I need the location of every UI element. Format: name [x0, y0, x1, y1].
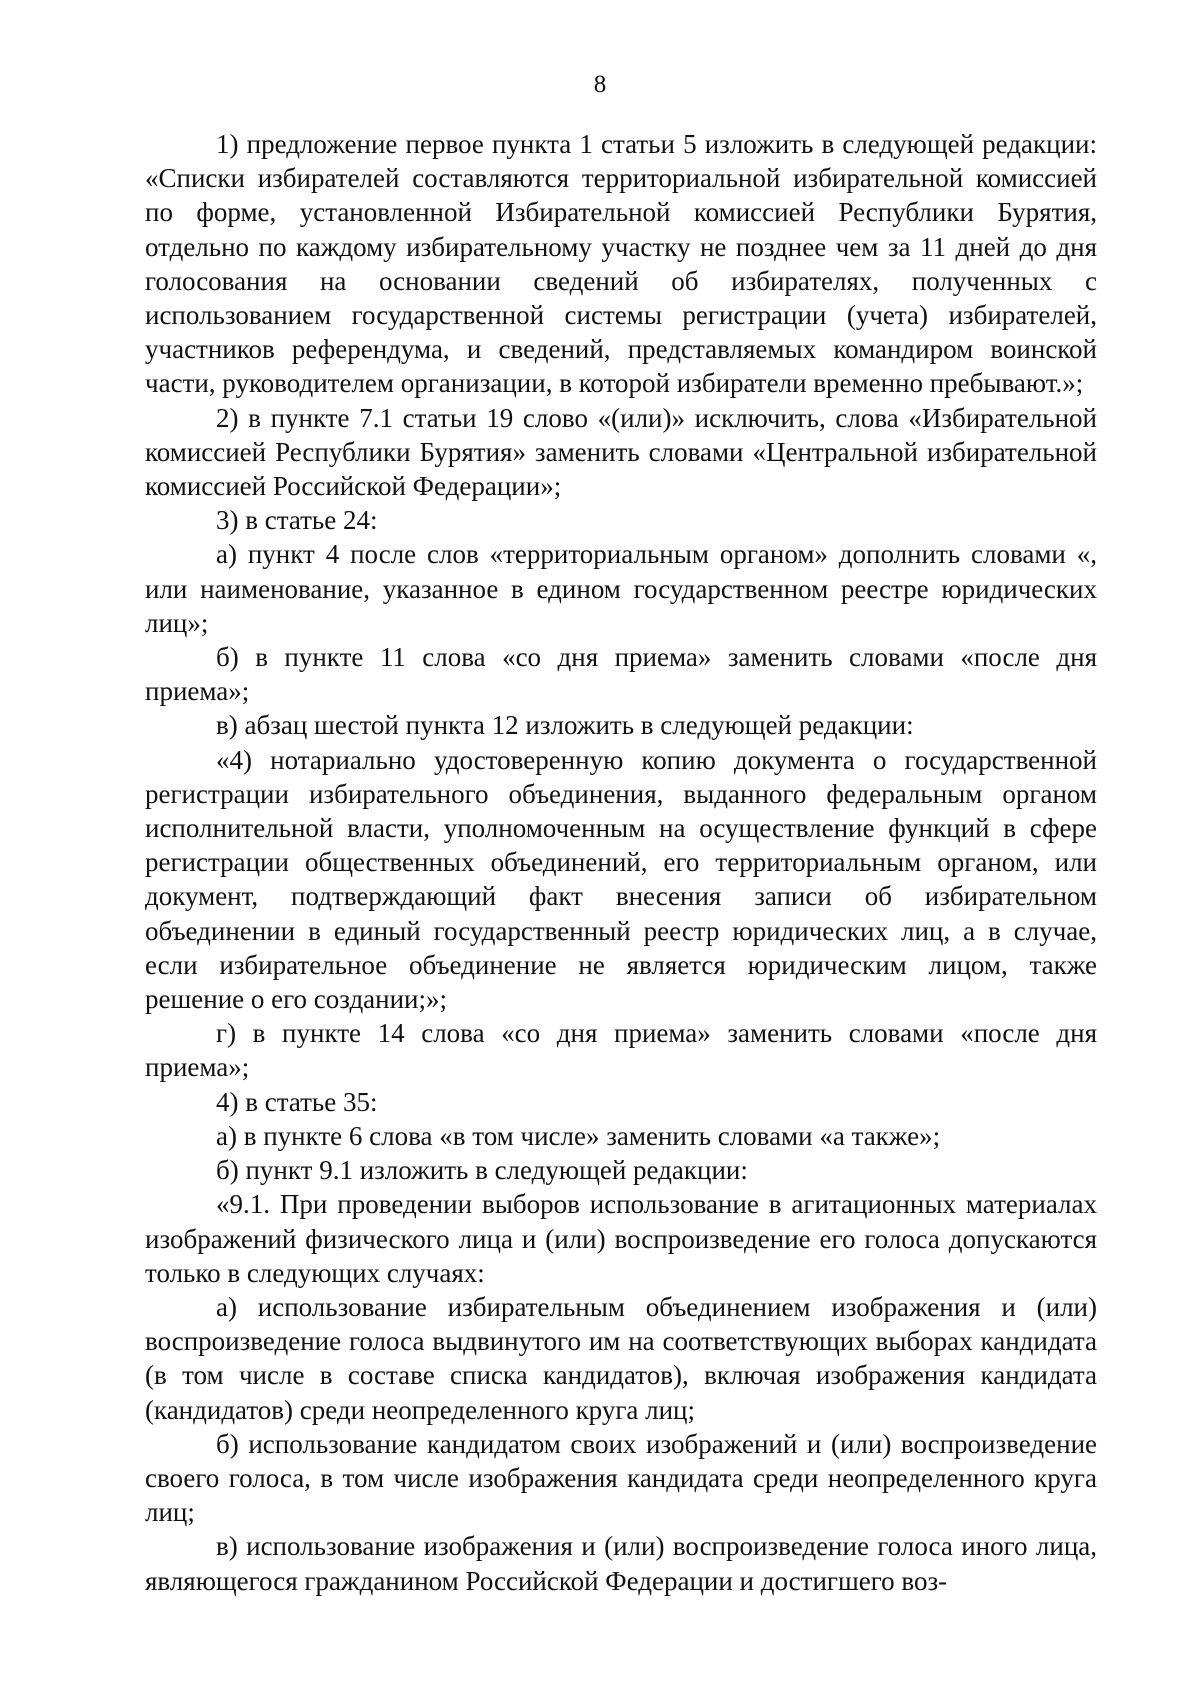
paragraph-3b-clause-11: б) в пункте 11 слова «со дня приема» заменить словами «после дня приема»;	[145, 642, 1097, 707]
paragraph-2-article-19: 2) в пункте 7.1 статьи 19 слово «(или)» исключить, слова «Избирательной комиссией Республики Бурятия» заменить словами «Центральной избирательной комиссией Российской Федерации»;	[145, 402, 1097, 502]
paragraph-3-article-24: 3) в статье 24:	[216, 505, 378, 536]
document-body	[145, 127, 1097, 1598]
paragraph-case-v: в) использование изображения и (или) воспроизведение голоса иного лица, являющегося гражданином Российской Федерации и достигшего воз-	[145, 1531, 1097, 1596]
paragraph-case-a: а) использование избирательным объединением изображения и (или) воспроизведение голоса выдвинутого им на соответствующих выборах кандидата (в том числе в составе списка кандидатов), включая изображения кандидата (кандидатов) среди неопределенного круга лиц;	[145, 1291, 1097, 1425]
page-number: 8	[593, 71, 607, 98]
paragraph-quote-notarized-copy: «4) нотариально удостоверенную копию документа о государственной регистрации избирательного объединения, выданного федеральным органом исполнительной власти, уполномоченным на осуществление функций в сфере регистрации общественных объединений, его территориальным органом, или документ, подтверждающий факт внесения записи об избирательном объединении в единый государственный реестр юридических лиц, а в случае, если избирательное объединение не является юридическим лицом, также решение о его создании;»;	[145, 744, 1097, 1015]
paragraph-4a-clause-6: а) в пункте 6 слова «в том числе» заменить словами «а также»;	[216, 1120, 941, 1151]
paragraph-4b-clause-9-1: б) пункт 9.1 изложить в следующей редакции:	[216, 1155, 748, 1186]
paragraph-quote-9-1: «9.1. При проведении выборов использование в агитационных материалах изображений физического лица и (или) воспроизведение его голоса допускаются только в следующих случаях:	[145, 1189, 1097, 1288]
paragraph-3a-clause-4: а) пункт 4 после слов «территориальным органом» дополнить словами «, или наименование, указанное в едином государственном реестре юридических лиц»;	[145, 539, 1097, 638]
paragraph-3g-clause-14: г) в пункте 14 слова «со дня приема» заменить словами «после дня приема»;	[145, 1018, 1097, 1083]
paragraph-case-b: б) использование кандидатом своих изображений и (или) воспроизведение своего голоса, в том числе изображения кандидата среди неопределенного круга лиц;	[145, 1428, 1097, 1528]
paragraph-1-electoral-lists: 1) предложение первое пункта 1 статьи 5 изложить в следующей редакции: «Списки избирателей составляются территориальной избирательной комиссией по форме, установленной Избирательной комиссией Республики Бурятия, отдельно по каждому избирательному участку не позднее чем за 11 дней до дня голосования на основании сведений об избирателях, полученных с использованием государственной системы регистрации (учета) избирателей, участников референдума, и сведений, представляемых командиром воинской части, руководителем организации, в которой избиратели временно пребывают.»;	[145, 129, 1097, 399]
paragraph-4-article-35: 4) в статье 35:	[216, 1086, 378, 1117]
paragraph-3v-clause-12: в) абзац шестой пункта 12 изложить в следующей редакции:	[216, 710, 914, 741]
